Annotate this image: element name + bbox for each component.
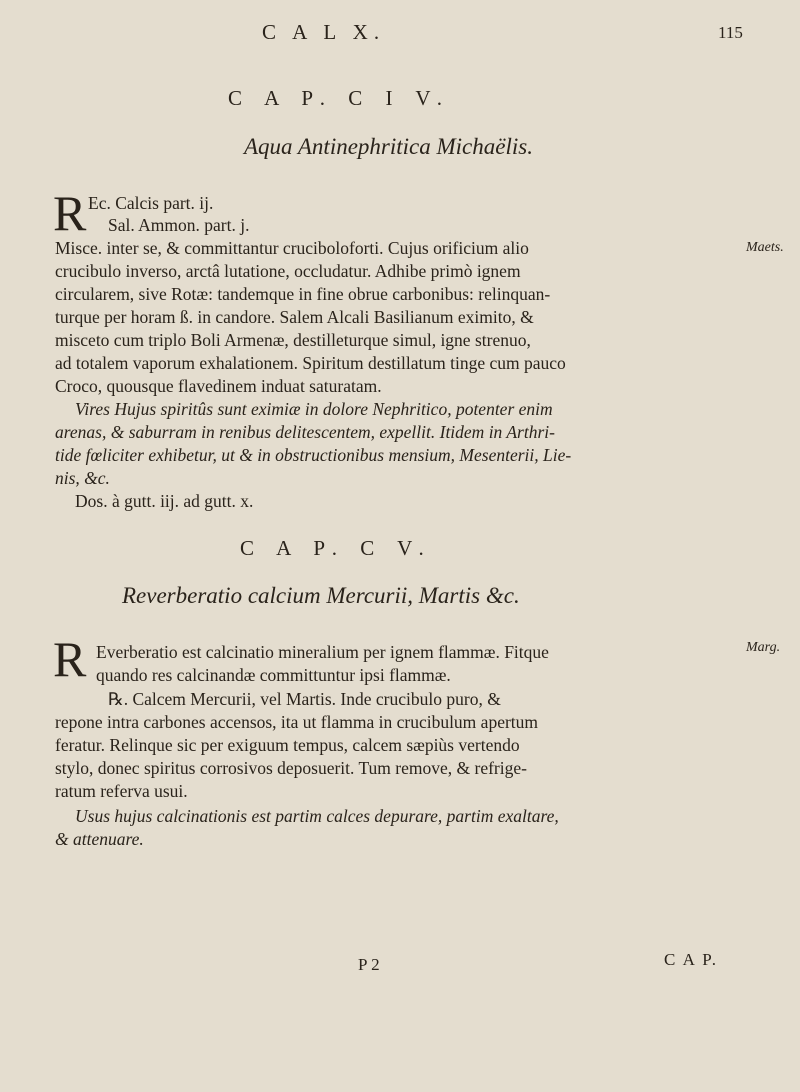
- text-line: turque per horam ß. in candore. Salem Alcali Basilianum eximito, &: [55, 307, 534, 327]
- recipe-line: Ec. Calcis part. ij.: [88, 193, 214, 213]
- text-line: Everberatio est calcinatio mineralium per ignem flammæ. Fitque: [96, 642, 549, 662]
- page-number: 115: [718, 23, 743, 42]
- drop-cap: R: [53, 631, 87, 687]
- chapter-title: Aqua Antinephritica Michaëlis.: [244, 134, 533, 159]
- text-line: ℞. Calcem Mercurii, vel Martis. Inde crucibulo puro, &: [108, 689, 501, 709]
- signature-mark: P 2: [358, 955, 380, 974]
- italic-line: nis, &c.: [55, 468, 110, 488]
- italic-line: Vires Hujus spiritûs sunt eximiæ in dolore Nephritico, potenter enim: [75, 399, 553, 419]
- text-line: ad totalem vaporum exhalationem. Spiritum destillatum tinge cum pauco: [55, 353, 566, 373]
- chapter-title: Reverberatio calcium Mercurii, Martis &c.: [122, 583, 520, 608]
- running-title: C A L X.: [262, 20, 386, 44]
- catchword: C A P.: [664, 950, 719, 969]
- text-line: Croco, quousque flavedinem induat saturatam.: [55, 376, 382, 396]
- drop-cap: R: [53, 185, 87, 241]
- text-line: circularem, sive Rotæ: tandemque in fine obrue carbonibus: relinquan-: [55, 284, 551, 304]
- text-line: Misce. inter se, & committantur cruciboloforti. Cujus orificium alio: [55, 238, 529, 258]
- text-line: quando res calcinandæ committuntur ipsi flammæ.: [96, 665, 451, 685]
- text-line: feratur. Relinque sic per exiguum tempus, calcem sæpiùs vertendo: [55, 735, 520, 755]
- dose-line: Dos. à gutt. iij. ad gutt. x.: [75, 491, 254, 511]
- recipe-line: Sal. Ammon. part. j.: [108, 215, 250, 235]
- text-line: ratum referva usui.: [55, 781, 188, 801]
- italic-line: arenas, & saburram in renibus delitescentem, expellit. Itidem in Arthri-: [55, 422, 555, 442]
- margin-note: Marg.: [746, 640, 781, 655]
- italic-line: tide fœliciter exhibetur, ut & in obstructionibus mensium, Mesenterii, Lie-: [55, 445, 572, 465]
- chapter-heading: C A P. C I V.: [228, 86, 452, 110]
- text-line: crucibulo inverso, arctâ lutatione, occludatur. Adhibe primò ignem: [55, 261, 521, 281]
- text-line: repone intra carbones accensos, ita ut flamma in crucibulum apertum: [55, 712, 539, 732]
- text-line: stylo, donec spiritus corrosivos deposuerit. Tum remove, & refrige-: [55, 758, 527, 778]
- text-line: misceto cum triplo Boli Armenæ, destilleturque simul, igne strenuo,: [55, 330, 531, 350]
- italic-line: & attenuare.: [55, 829, 144, 849]
- chapter-heading: C A P. C V.: [240, 536, 433, 560]
- margin-note: Maets.: [746, 240, 784, 255]
- italic-line: Usus hujus calcinationis est partim calces depurare, partim exaltare,: [75, 806, 559, 826]
